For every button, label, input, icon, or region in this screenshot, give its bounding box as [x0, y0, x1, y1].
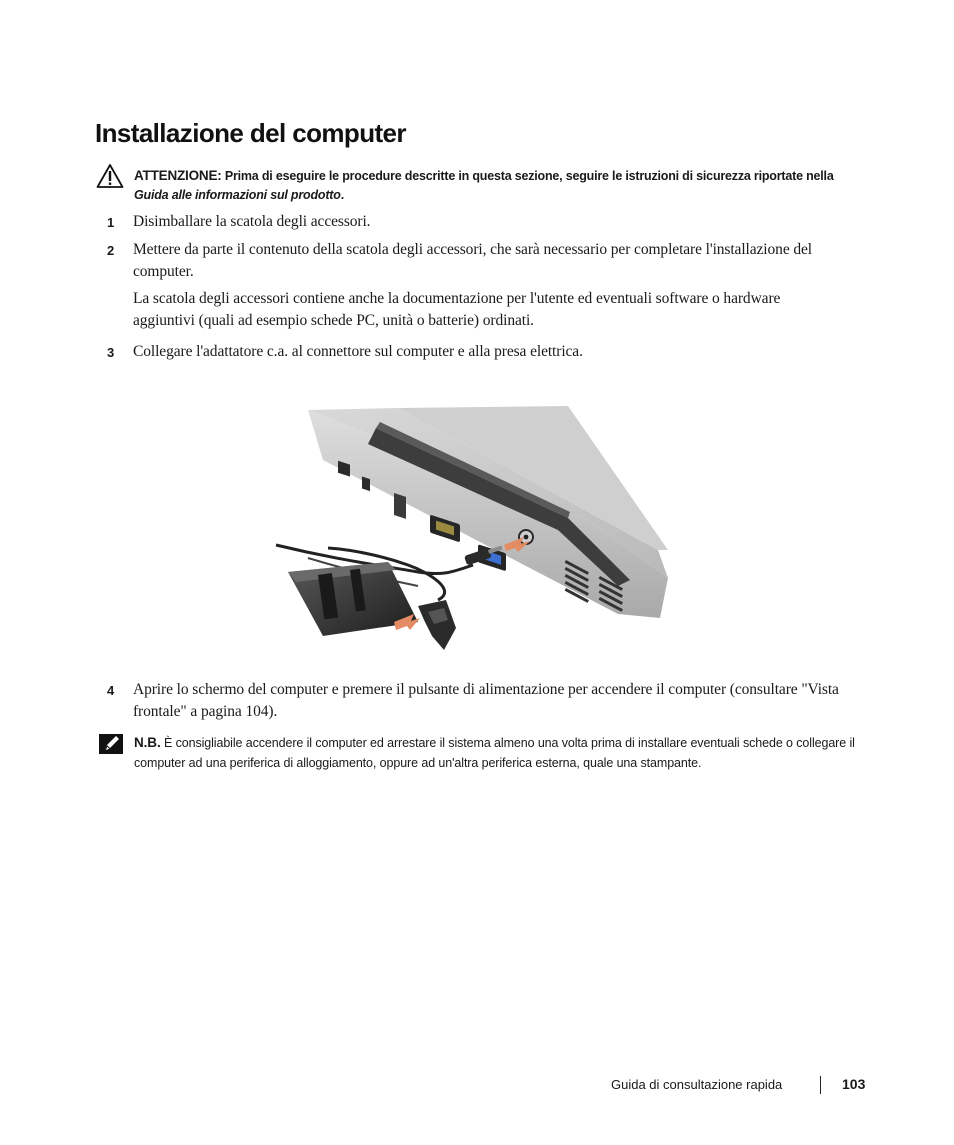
step-1-number: 1 [107, 215, 115, 230]
step-4-text: Aprire lo schermo del computer e premere il pulsante di alimentazione per accendere il computer (consultare "Vista frontale" a pagina 104). [133, 681, 839, 720]
footer-guide-title: Guida di consultazione rapida [611, 1077, 783, 1092]
step-4-number: 4 [107, 683, 115, 698]
step-2-number: 2 [107, 243, 115, 258]
step-2-extra-text: La scatola degli accessori contiene anche la documentazione per l'utente ed eventuali software o hardware aggiuntivi (quali ad esempio schede PC, unità o batterie) ordinati. [133, 290, 781, 329]
page-number: 103 [842, 1076, 866, 1092]
laptop-adapter-illustration [268, 400, 668, 668]
note-pencil-icon [98, 733, 124, 755]
step-3-number: 3 [107, 345, 115, 360]
note-block [134, 733, 860, 773]
note-text: È consigliabile accendere il computer ed arrestare il sistema almeno una volta prima di installare eventuali schede o collegare il computer ad una periferica di alloggiamento, oppure ad un'altra periferica esterna, quale una stampante. [134, 736, 855, 770]
warning-guide-title: Guida alle informazioni sul prodotto [134, 188, 341, 202]
warning-triangle-icon [96, 163, 124, 189]
warning-text-end: . [340, 188, 344, 202]
warning-text: Prima di eseguire le procedure descritte in questa sezione, seguire le istruzioni di sicurezza riportate nella [221, 169, 834, 183]
warning-label: ATTENZIONE: [134, 168, 222, 183]
step-1-text: Disimballare la scatola degli accessori. [133, 213, 371, 230]
page-title: Installazione del computer [95, 118, 406, 148]
footer-divider [820, 1076, 821, 1094]
step-3-text: Collegare l'adattatore c.a. al connettore sul computer e alla presa elettrica. [133, 343, 583, 360]
note-label: N.B. [134, 735, 161, 750]
warning-notice [134, 166, 854, 205]
step-2-text: Mettere da parte il contenuto della scatola degli accessori, che sarà necessario per completare l'installazione del computer. [133, 241, 813, 280]
